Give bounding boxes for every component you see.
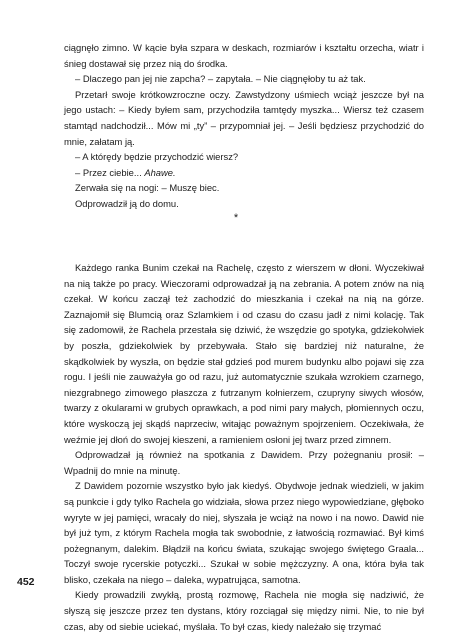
paragraph: ciągnęło zimno. W kącie była szpara w deskach, rozmiarów i kształtu orzecha, wiatr i śnieg dostawał się przez nią do środka.	[64, 42, 424, 69]
text-block-top	[64, 40, 424, 212]
paragraph: Przetarł swoje krótkowzroczne oczy. Zawstydzony uśmiech wciąż jeszcze był na jego ustach: – Kiedy byłem sam, przychodziła tamtędy myszka... Wiersz też czasem stamtąd nadchodził... Mów mi „ty” – przypomniał jej. – Jeśli będziesz przychodzić do mnie, załatam ją.	[64, 88, 424, 147]
paragraph: – A którędy będzie przychodzić wiersz?	[75, 151, 239, 163]
paragraph-italic-word: Ahawe.	[144, 166, 176, 178]
paragraph: Odprowadzał ją również na spotkania z Dawidem. Przy pożegnaniu prosił: – Wpadnij do mnie na minutę.	[64, 449, 424, 476]
page-number: 452	[17, 576, 35, 588]
section-separator: *	[233, 212, 239, 224]
paragraph: Zerwała się na nogi: – Muszę biec.	[75, 182, 220, 194]
paragraph: Odprowadził ją do domu.	[75, 197, 179, 209]
paragraph: Z Dawidem pozornie wszystko było jak kiedyś. Obydwoje jednak wiedzieli, w jakim są punkcie i gdy tylko Rachela go widziała, słowa przez niego wypowiedziane, głęboko wyryte w jej pamięci, wracały do niej, słyszała je wciąż na nowo i na nowo. Dawid nie był już tym, z którym Rachela mogła tak swobodnie, z łatwością rozmawiać. Był kimś pożegnanym, dalekim. Błądził na końcu świata, szukając swojego świętego Graala... Toczył swoje rycerskie potyczki... Szukał w sobie mężczyzny. A ona, która była tak blisko, czekała na niego – daleka, wypatrująca, samotna.	[64, 480, 424, 585]
paragraph: Każdego ranka Bunim czekał na Rachelę, często z wierszem w dłoni. Wyczekiwał na nią także po pracy. Wieczorami odprowadzał ją na zebrania. A potem znów na nią czekał. W końcu zaczął też zachodzić do mieszkania i czekał na nią na górze. Zaznajomił się Blumcią oraz Szlamkiem i od czasu do czasu jadł z nimi kolację. Tak się zadomowił, że Rachela przestała się dziwić, że wszędzie go spotyka, gdziekolwiek by poszła, gdziekolwiek by przebywała. Stało się bardziej niż naturalne, że skądkolwiek by wyszła, on będzie stał gdzieś pod murem budynku albo pojawi się zza rogu. I jeśli nie zauważyła go od razu, już automatycznie szukała wzrokiem czarnego, niezgrabnego zimowego płaszcza z futrzanym kołnierzem, czupryny siwych włosów, twarzy z okularami w grubych oprawkach, a pod nimi pary małych, płomiennych oczu, które wyskoczą jej skądś naprzeciw, witając poważnym spojrzeniem. Oczekiwała, że weźmie jej dłoń do swojej kieszeni, a ramieniem osłoni jej twarz przed zimnem.	[64, 262, 424, 445]
paragraph: Kiedy prowadzili zwykłą, prostą rozmowę, Rachela nie mogła się nadziwić, że słyszą się jeszcze przez ten dystans, który rozciągał się między nimi. Nie, to nie był czas, aby od siebie uciekać, myślała. To był czas, kiedy należało się trzymać	[64, 589, 424, 632]
paragraph	[64, 165, 424, 181]
paragraph: – Dlaczego pan jej nie zapcha? – zapytała. – Nie ciągnęłoby tu aż tak.	[75, 73, 366, 85]
paragraph-text: – Przez ciebie...	[75, 166, 142, 178]
text-block-bottom	[64, 260, 424, 634]
